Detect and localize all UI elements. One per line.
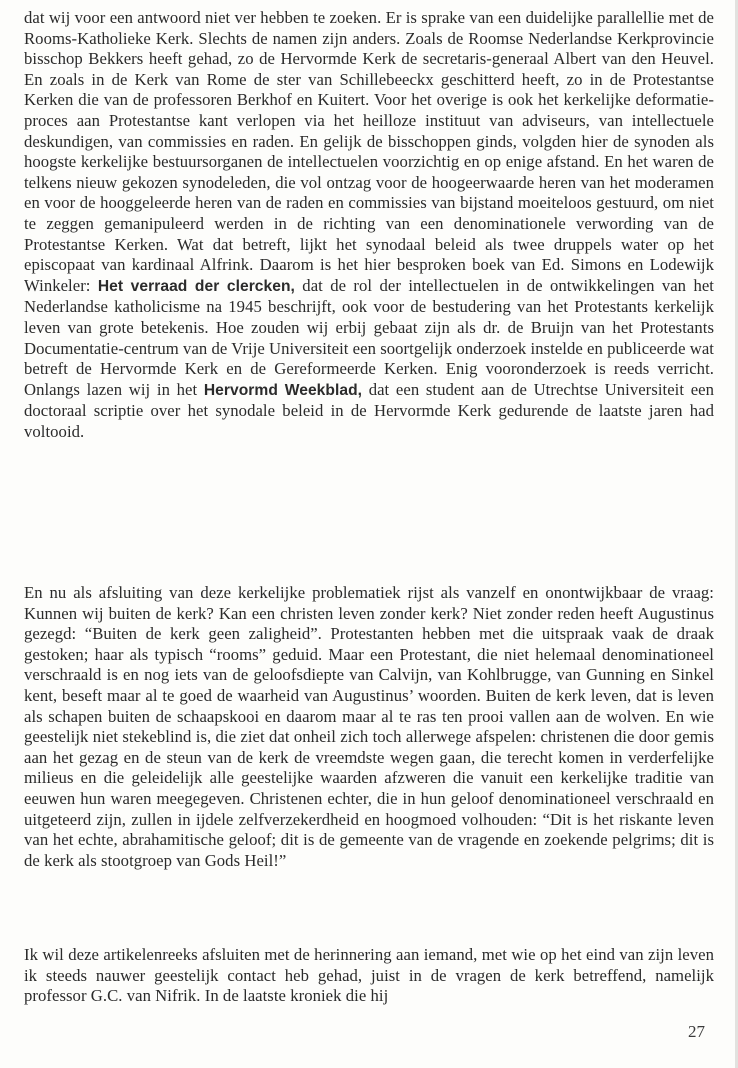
page-number: 27: [688, 1022, 705, 1041]
paragraph-2: En nu als afsluiting van deze kerkelijke problematiek rijst als vanzelf en onontwijkbaar de vraag: Kunnen wij buiten de kerk? Kan een christen leven zonder kerk? Niet zonder reden heeft Augustinus gezegd: “Buiten de kerk geen zaligheid”. Protestanten hebben met die uitspraak vaak de draak gestoken; haar als typisch “rooms” geduid. Maar een Protestant, die niet helemaal denominationeel verschraald is en nog iets van de geloofsdiepte van Calvijn, van Kohlbrugge, van Gunning en Sinkel kent, beseft maar al te goed de waarheid van Augustinus’ woorden. Buiten de kerk leven, dat is leven als schapen buiten de schaapskooi en daarom maar al te ras ten prooi vallen aan de wolven. En wie geestelijk niet stekeblind is, die ziet dat onheil zich toch allerwege afspelen: christenen die door gemis aan het gezag en de steun van de kerk de vreemdste wegen gaan, die terecht komen in verderfelijke milieus en die geleidelijk alle geestelijke waarden afzweren die vanuit een kerkelijke traditie van eeuwen hun waren meegegeven. Christenen echter, die in hun geloof denominationeel verschraald en uitgeteerd zijn, zullen in ijdele zelfverzekerdheid en hoogmoed volhouden: “Dit is het riskante leven van het echte, abrahamitische geloof; dit is de gemeente van de vragende en zoekende pelgrims; dit is de kerk als stootgroep van Gods Heil!”: [24, 583, 714, 870]
paragraph-1-text-a: dat wij voor een antwoord niet ver hebben te zoeken. Er is sprake van een duidelijke parallellie met de Rooms-Katholieke Kerk. Slechts de namen zijn anders. Zoals de Roomse Nederlandse Kerkprovincie bisschop Bekkers heeft gehad, zo de Hervormde Kerk de secretaris-generaal Albert van den Heuvel. En zoals in de Kerk van Rome de ster van Schillebeeckx geschitterd heeft, zo in de Protestantse Kerken die van de professoren Berkhof en Kuitert. Voor het overige is ook het kerkelijke deformatie-proces aan Protestantse kant verlopen via het heilloze instituut van adviseurs, van intellectuele deskundigen, van commissies en raden. En gelijk de bisschoppen ginds, volgden hier de synoden als hoogste kerkelijke bestuursorganen de intellectuelen voorzichtig en op enige afstand. En het waren de telkens nieuw gekozen synodeleden, die vol ontzag voor de hoogeerwaarde heren van het moderamen en voor de hooggeleerde heren van de raden en commissies van bijstand moeiteloos gestuurd, om niet te zeggen gemanipuleerd werden in de richting van een denominationele verwording van de Protestantse Kerken. Wat dat betreft, lijkt het synodaal beleid als twee druppels water op het episcopaat van kardinaal Alfrink. Daarom is het hier besproken boek van Ed. Simons en Lodewijk Winkeler:: [24, 8, 714, 295]
magazine-title-bold: Hervormd Weekblad,: [203, 381, 363, 399]
paragraph-1: [24, 8, 714, 442]
paragraph-3: Ik wil deze artikelenreeks afsluiten met de herinnering aan iemand, met wie op het eind van zijn leven ik steeds nauwer geestelijk contact heb gehad, juist in de vragen de kerk betreffend, namelijk professor G.C. van Nifrik. In de laatste kroniek die hij: [24, 945, 714, 1006]
paragraph-1-text-b: dat de rol der intellectuelen in de ontwikkelingen van het Nederlandse katholicisme na 1945 beschrijft, ook voor de bestudering van het Protestants kerkelijk leven van grote betekenis. Hoe zouden wij erbij gebaat zijn als dr. de Bruijn van het Protestants Documentatie-centrum van de Vrije Universiteit een soortgelijk onderzoek instelde en publiceerde wat betreft de Hervormde Kerk en de Gereformeerde Kerken. Enig vooronderzoek is reeds verricht. Onlangs lazen wij in het: [24, 275, 714, 399]
paragraph-1-text-c: dat een student aan de Utrechtse Universiteit een doctoraal scriptie over het synodale beleid in de Hervormde Kerk gedurende de laatste jaren had voltooid.: [24, 379, 714, 441]
book-title-bold: Het verraad der clercken,: [97, 277, 295, 295]
